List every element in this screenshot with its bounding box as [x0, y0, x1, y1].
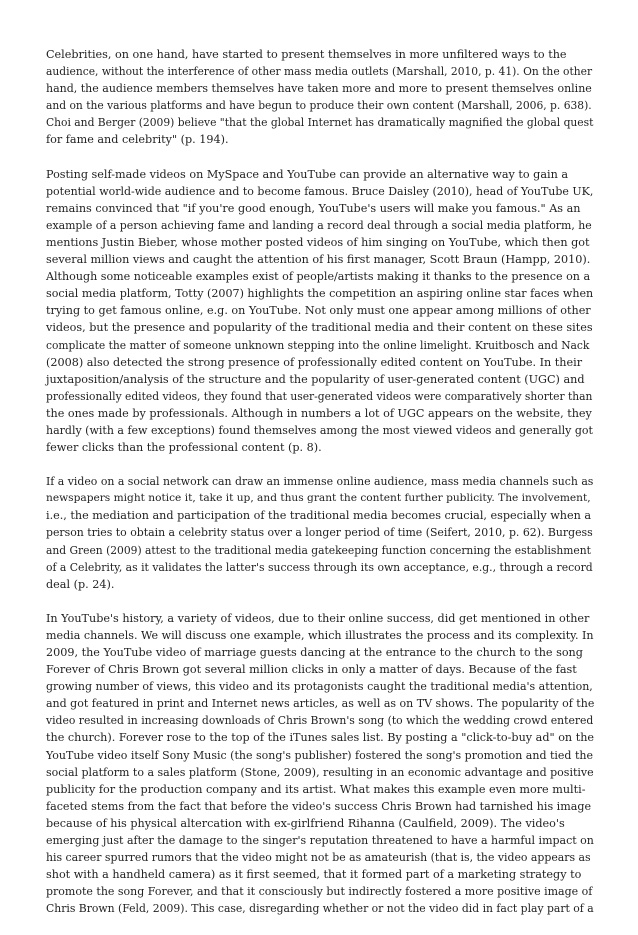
text-line: for fame and celebrity" (p. 194).	[46, 133, 229, 147]
text-line: hand, the audience members themselves have taken more and more to present themselves online	[46, 82, 592, 96]
text-line: Chris Brown (Feld, 2009). This case, disregarding whether or not the video did in fact play part of a	[46, 902, 594, 916]
text-line: the church). Forever rose to the top of the iTunes sales list. By posting a "click-to-buy ad" on the	[46, 731, 595, 745]
text-line: mentions Justin Bieber, whose mother posted videos of him singing on YouTube, which then got	[46, 235, 590, 249]
text-line: and got featured in print and Internet news articles, as well as on TV shows. The popularity of the	[46, 697, 595, 711]
text-line: and Green (2009) attest to the traditional media gatekeeping function concerning the establishment	[46, 543, 591, 557]
text-line: YouTube video itself Sony Music (the song's publisher) fostered the song's promotion and tied the	[46, 748, 593, 762]
text-line: social media platform, Totty (2007) highlights the competition an aspiring online star faces when	[46, 287, 594, 301]
body-text	[46, 46, 594, 935]
text-line: the ones made by professionals. Although in numbers a lot of UGC appears on the website, they	[46, 406, 592, 420]
text-line: Choi and Berger (2009) believe "that the global Internet has dramatically magnified the global quest	[46, 116, 594, 130]
paragraph	[46, 473, 594, 593]
text-line: Forever of Chris Brown got several million clicks in only a matter of days. Because of the fast	[46, 663, 577, 677]
paragraph	[46, 46, 594, 149]
text-line: If a video on a social network can draw an immense online audience, mass media channels such as	[46, 475, 594, 489]
text-line: complicate the matter of someone unknown stepping into the online limelight. Kruitbosch and Nack	[46, 338, 590, 352]
text-line: several million views and caught the attention of his first manager, Scott Braun (Hampp, 2010).	[46, 253, 591, 267]
text-line: media channels. We will discuss one example, which illustrates the process and its complexity. In	[46, 628, 594, 642]
text-line: i.e., the mediation and participation of the traditional media becomes crucial, especially when a	[46, 509, 592, 523]
text-line: audience, without the interference of other mass media outlets (Marshall, 2010, p. 41). On the other	[46, 65, 593, 79]
text-line: video resulted in increasing downloads of Chris Brown's song (to which the wedding crowd entered	[46, 714, 594, 728]
text-line: hardly (with a few exceptions) found themselves among the most viewed videos and generally got	[46, 423, 593, 437]
paragraph	[46, 610, 594, 918]
text-line: juxtaposition/analysis of the structure and the popularity of user-generated content (UGC) and	[46, 372, 585, 386]
paragraph	[46, 166, 594, 457]
text-line: newspapers might notice it, take it up, and thus grant the content further publicity. The involvement,	[46, 492, 591, 505]
text-line: potential world-wide audience and to become famous. Bruce Daisley (2010), head of YouTube UK,	[46, 184, 594, 198]
text-line: Posting self-made videos on MySpace and YouTube can provide an alternative way to gain a	[46, 167, 569, 181]
text-line: Although some noticeable examples exist of people/artists making it thanks to the presence on a	[46, 270, 591, 284]
text-line: growing number of views, this video and its protagonists caught the traditional media's attention,	[46, 680, 593, 694]
text-line: videos, but the presence and popularity of the traditional media and their content on these sites	[46, 321, 593, 335]
text-line: of a Celebrity, as it validates the latter's success through its own acceptance, e.g., through a record	[46, 560, 593, 574]
text-line: professionally edited videos, they found that user-generated videos were comparatively shorter than	[46, 389, 593, 403]
text-line: emerging just after the damage to the singer's reputation threatened to have a harmful impact on	[46, 834, 594, 848]
text-line: his career spurred rumors that the video might not be as amateurish (that is, the video appears as	[46, 851, 591, 865]
text-line: deal (p. 24).	[46, 577, 115, 591]
text-line: faceted stems from the fact that before the video's success Chris Brown had tarnished his image	[46, 799, 592, 813]
text-line: In YouTube's history, a variety of videos, due to their online success, did get mentioned in other	[46, 611, 590, 625]
text-line: social platform to a sales platform (Stone, 2009), resulting in an economic advantage and positive	[46, 765, 594, 779]
text-line: shot with a handheld camera) as it first seemed, that it formed part of a marketing strategy to	[46, 868, 582, 882]
text-line: because of his physical altercation with ex-girlfriend Rihanna (Caulfield, 2009). The video's	[46, 816, 565, 830]
text-line: example of a person achieving fame and landing a record deal through a social media platform, he	[46, 218, 592, 232]
text-line: remains convinced that "if you're good enough, YouTube's users will make you famous." As an	[46, 201, 581, 215]
text-line: fewer clicks than the professional content (p. 8).	[46, 441, 322, 455]
text-line: (2008) also detected the strong presence of professionally edited content on YouTube. In their	[46, 355, 583, 369]
text-line: person tries to obtain a celebrity status over a longer period of time (Seifert, 2010, p. 62). Burgess	[46, 526, 593, 540]
text-line: 2009, the YouTube video of marriage guests dancing at the entrance to the church to the song	[46, 646, 583, 659]
text-line: Celebrities, on one hand, have started to present themselves in more unfiltered ways to the	[46, 48, 567, 61]
text-line: and on the various platforms and have begun to produce their own content (Marshall, 2006, p. 638).	[46, 99, 592, 113]
text-line: promote the song Forever, and that it consciously but indirectly fostered a more positive image of	[46, 885, 593, 899]
text-line: trying to get famous online, e.g. on YouTube. Not only must one appear among millions of other	[46, 304, 591, 318]
text-line: publicity for the production company and its artist. What makes this example even more multi-	[46, 782, 586, 796]
